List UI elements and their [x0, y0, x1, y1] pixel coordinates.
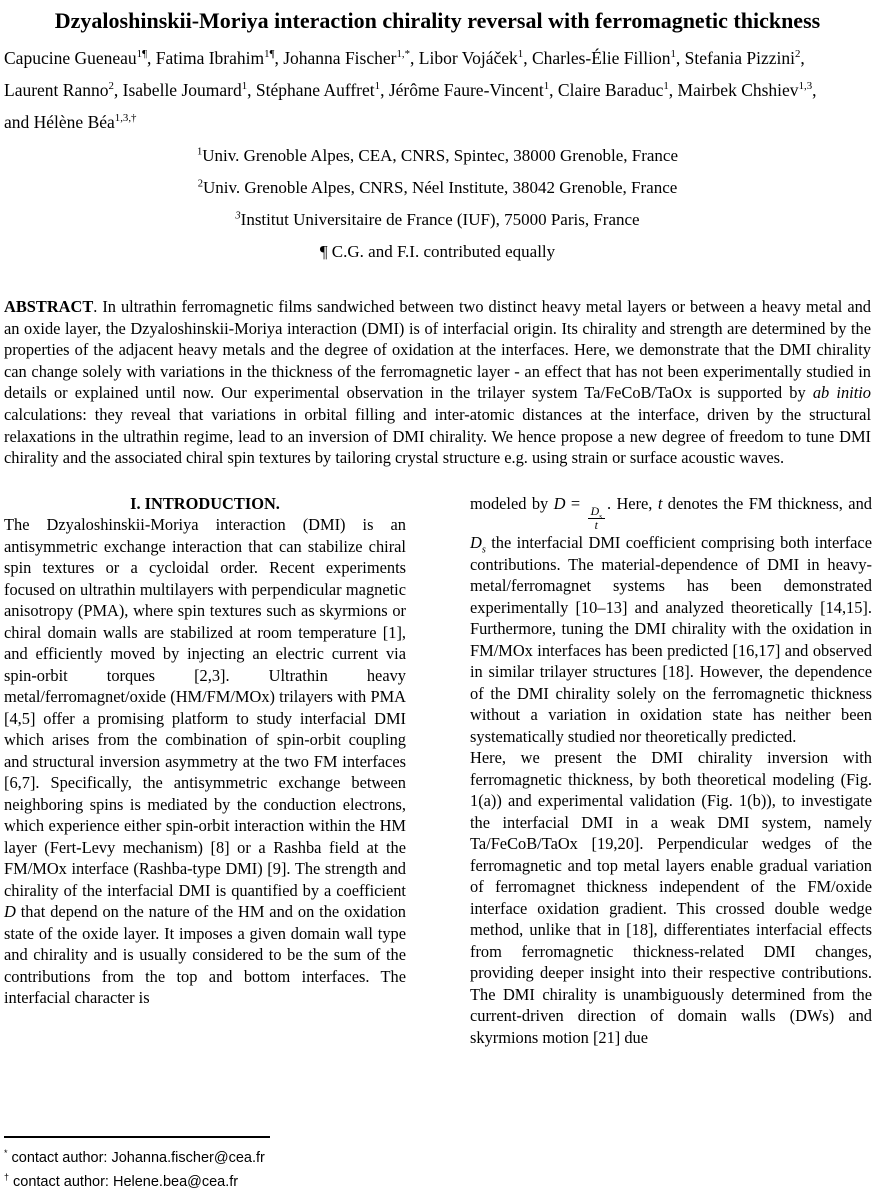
equal-contribution-note: ¶ C.G. and F.I. contributed equally: [319, 242, 556, 261]
author-list: Capucine Gueneau$^{1\P}$, Fatima Ibrahim$^{1\P}$, Johanna Fischer$^{1,*}$, Libor Vojáček$^1$, Charles-Élie Fillion$^1$, Stefania Pizzini$^2$, Laurent Ranno$^2$, Isabelle Joumard$^1$, Stéphane Auffret$^1$, Jérôme Faure-Vincent$^1$, Claire Baraduc$^1$, Mairbek Chshiev$^{1,3}$, and Hélène Béa$^{1,3,\dagger}$: [4, 48, 817, 132]
introduction-paragraph-3: Here, we present the DMI chirality inversion with ferromagnetic thickness, by both theoretical modeling (Fig. 1(a)) and experimental validation (Fig. 1(b)), to investigate the interfacial DMI in a weak DMI system, namely Ta/FeCoB/TaOx [19,20]. Perpendicular wedges of the ferromagnetic and top metal layers enable gradual variation of ferromagnet thickness independent of the FM/oxide interface oxidation gradient. This crossed double wedge method, unlike that in [18], differentiates interfacial effects from ferromagnetic thickness-related DMI changes, providing deeper insight into their respective contributions. The DMI chirality is unambiguously determined from the current-driven direction of domain walls (DWs) and skyrmions motion [21] due: [470, 748, 872, 1047]
affiliation-line-3: $^3$Institut Universitaire de France (IUF), 75000 Paris, France: [235, 210, 640, 229]
introduction-paragraph-1: The Dzyaloshinskii-Moriya interaction (DMI) is an antisymmetric exchange interaction that can stabilize chiral spin textures or a cycloidal order. Recent experiments focused on ultrathin multilayers with perpendicular magnetic anisotropy (PMA), where spin textures such as skyrmions or chiral domain walls are stabilized at room temperature [1], and efficiently moved by injecting an electric current via spin-orbit torques [2,3]. Ultrathin heavy metal/ferromagnet/oxide (HM/FM/MOx) trilayers with PMA [4,5] offer a promising platform to study interfacial DMI which arises from the combination of spin-orbit coupling and structural inversion asymmetry at the two FM interfaces [6,7]. Specifically, the antisymmetric exchange between neighboring spins is mediated by the conduction electrons, which experience either spin-orbit interaction within the HM layer (Fert-Levy mechanism) [8] or a Rashba field at the FM/MOx interface (Rashba-type DMI) [9]. The strength and chirality of the interfacial DMI is quantified by a coefficient D that depend on the nature of the HM and on the oxidation state of the oxide layer. It imposes a given domain wall type and chirality and is usually considered to be the sum of the contributions from the top and bottom interfaces. The interfacial character is: [4, 515, 406, 1008]
introduction-paragraph-2: modeled by D = $\frac{D_s}{t}$ . Here, t denotes the FM thickness, and $D_s$ the interfacial DMI coefficient comprising both interface contributions. The material-dependence of DMI in heavy-metal/ferromagnet systems has been demonstrated experimentally [10–13] and analyzed theoretically [14,15]. Furthermore, tuning the DMI chirality with the oxidation in FM/MOx interfaces has been predicted [16,17] and observed in similar trilayer structures [18]. However, the dependence of the DMI chirality solely on the ferromagnetic thickness without a variation in oxidation state has neither been systematically studied nor theoretically predicted.: [470, 493, 872, 746]
footnote-contact-1: * contact author: Johanna.fischer@cea.fr: [4, 1148, 265, 1166]
abstract-paragraph: ABSTRACT. In ultrathin ferromagnetic films sandwiched between two distinct heavy metal layers or between a heavy metal and an oxide layer, the Dzyaloshinskii-Moriya interaction (DMI) is of interfacial origin. Its chirality and strength are determined by the properties of the adjacent heavy metals and the degree of oxidation at the interfaces. Here, we demonstrate that the DMI chirality can change solely with variations in the thickness of the ferromagnetic layer - an effect that has not been experimentally studied in details or explained until now. Our experimental observation in the trilayer system Ta/FeCoB/TaOx is supported by ab initio calculations: they reveal that variations in orbital filling and inter-atomic distances at the interface, driven by the structural relaxations in the ultrathin regime, lead to an inversion of DMI chirality. We hence propose a new degree of freedom to tune DMI chirality and the associated chiral spin textures by tailoring crystal structure e.g. using strain or surface acoustic waves.: [4, 297, 871, 468]
affiliation-line-1: $^1$Univ. Grenoble Alpes, CEA, CNRS, Spintec, 38000 Grenoble, France: [196, 146, 679, 165]
page-title: Dzyaloshinskii-Moriya interaction chirality reversal with ferromagnetic thickness: [54, 8, 821, 33]
footnote-rule: [4, 1136, 270, 1138]
affiliations-block: [4, 140, 871, 268]
column-right: [470, 493, 872, 1048]
two-column-body: [4, 493, 871, 1048]
footnote-contact-2: † contact author: Helene.bea@cea.fr: [4, 1172, 239, 1190]
section-heading-introduction: I. INTRODUCTION.: [130, 493, 280, 513]
footnote-block: [4, 1136, 270, 1194]
affiliation-line-2: $^2$Univ. Grenoble Alpes, CNRS, Néel Institute, 38042 Grenoble, France: [197, 178, 678, 197]
column-left: [4, 493, 406, 1048]
